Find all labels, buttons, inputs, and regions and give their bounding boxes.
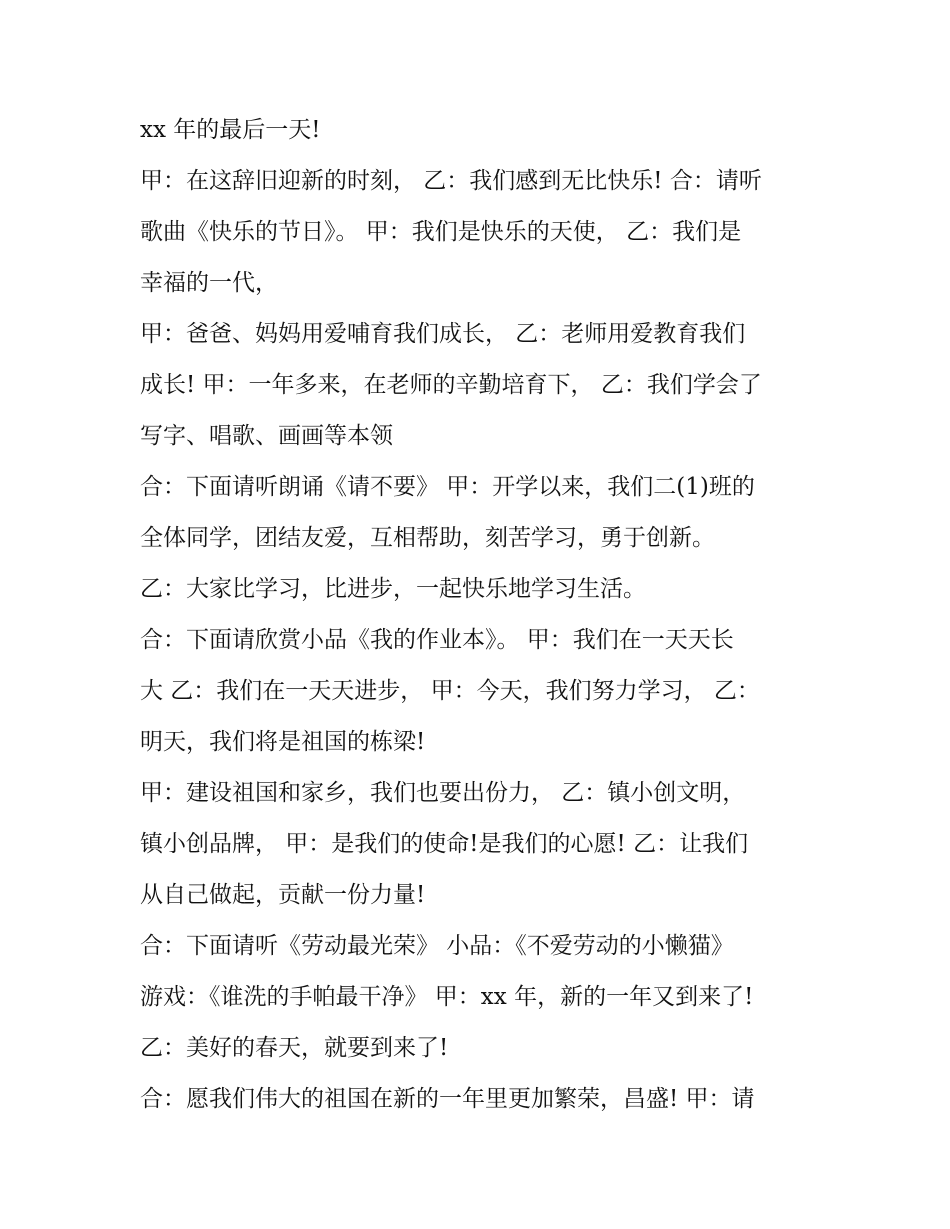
text-line: 合：下面请听朗诵《请不要》 甲：开学以来，我们二(1)班的 bbox=[140, 474, 755, 500]
text-line: xx 年的最后一天! bbox=[140, 117, 321, 143]
text-line: 甲：爸爸、妈妈用爱哺育我们成长， 乙：老师用爱教育我们 bbox=[140, 321, 746, 347]
text-line: 幸福的一代， bbox=[140, 270, 278, 296]
text-line: 合：下面请欣赏小品《我的作业本》。 甲：我们在一天天长 bbox=[140, 627, 734, 653]
text-line: 合：愿我们伟大的祖国在新的一年里更加繁荣，昌盛! 甲：请 bbox=[140, 1086, 755, 1112]
text-line: 合：下面请听《劳动最光荣》 小品：《不爱劳动的小懒猫》 bbox=[140, 933, 734, 959]
text-line: 写字、唱歌、画画等本领 bbox=[140, 423, 393, 449]
text-line: 乙：美好的春天，就要到来了! bbox=[140, 1035, 449, 1061]
document-body bbox=[140, 105, 820, 1125]
text-line: 成长! 甲：一年多来，在老师的辛勤培育下， 乙：我们学会了 bbox=[140, 372, 762, 398]
text-line: 从自己做起，贡献一份力量! bbox=[140, 882, 426, 908]
text-line: 大 乙：我们在一天天进步， 甲：今天，我们努力学习， 乙： bbox=[140, 678, 760, 704]
text-line: 歌曲《快乐的节日》。 甲：我们是快乐的天使， 乙：我们是 bbox=[140, 219, 742, 245]
text-line: 甲：在这辞旧迎新的时刻， 乙：我们感到无比快乐! 合：请听 bbox=[140, 168, 762, 194]
text-line: 明天，我们将是祖国的栋梁! bbox=[140, 729, 426, 755]
text-line: 甲：建设祖国和家乡，我们也要出份力， 乙：镇小创文明， bbox=[140, 780, 746, 806]
text-line: 全体同学，团结友爱，互相帮助，刻苦学习，勇于创新。 bbox=[140, 525, 715, 551]
text-line: 镇小创品牌， 甲：是我们的使命!是我们的心愿! 乙：让我们 bbox=[140, 831, 749, 857]
text-line: 乙：大家比学习，比进步，一起快乐地学习生活。 bbox=[140, 576, 646, 602]
text-line: 游戏：《谁洗的手帕最干净》 甲：xx 年，新的一年又到来了! bbox=[140, 984, 754, 1010]
